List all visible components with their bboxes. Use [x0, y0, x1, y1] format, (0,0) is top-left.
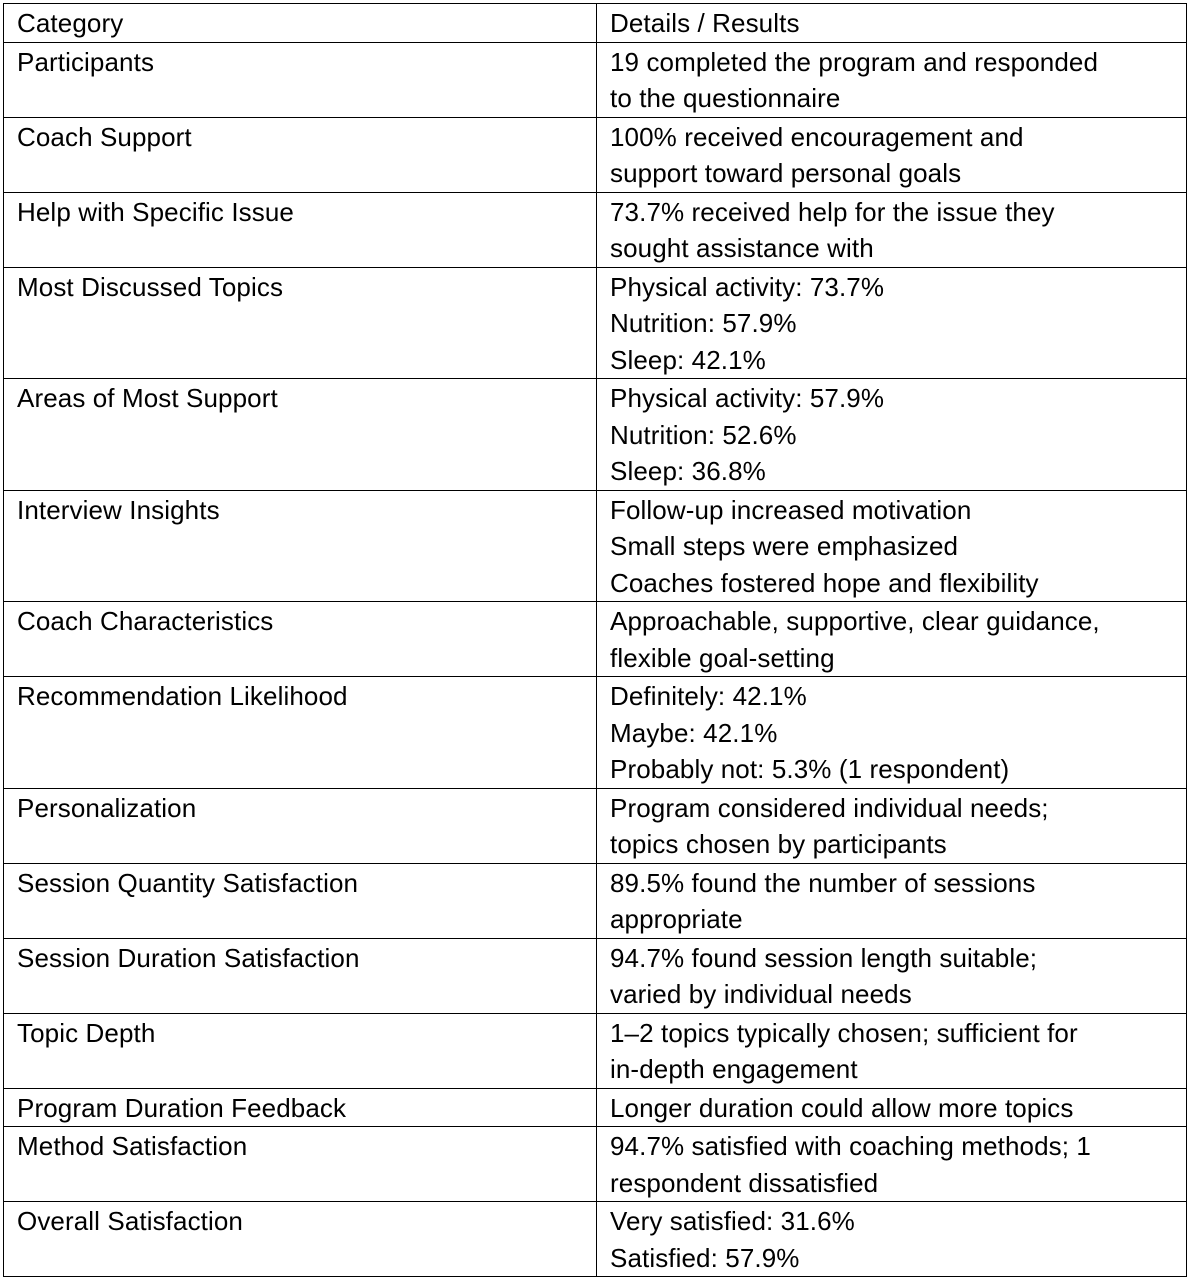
- details-line: support toward personal goals: [610, 158, 962, 188]
- table-row: [4, 267, 1187, 379]
- details-line: Physical activity: 57.9%: [610, 383, 885, 413]
- category-cell: Most Discussed Topics: [4, 267, 597, 379]
- table-row: [4, 1088, 1187, 1127]
- details-line: Definitely: 42.1%: [610, 681, 807, 711]
- category-cell: Session Duration Satisfaction: [4, 938, 597, 1013]
- details-cell: [597, 938, 1187, 1013]
- details-cell: [597, 1202, 1187, 1277]
- details-line: Follow-up increased motivation: [610, 494, 972, 525]
- details-cell: [597, 379, 1187, 491]
- details-line: Program considered individual needs;: [610, 792, 1049, 823]
- details-line: 100% received encouragement and: [610, 121, 1024, 152]
- table-row: [4, 1202, 1187, 1277]
- category-cell: Help with Specific Issue: [4, 192, 597, 267]
- table-header-row: [4, 4, 1187, 43]
- details-line: 89.5% found the number of sessions: [610, 867, 1036, 898]
- details-line: flexible goal-setting: [610, 642, 835, 673]
- details-line: topics chosen by participants: [610, 829, 947, 859]
- details-line: 1–2 topics typically chosen; sufficient for: [610, 1017, 1078, 1048]
- results-table: [3, 3, 1187, 1277]
- details-cell: [597, 42, 1187, 117]
- details-line: Physical activity: 73.7%: [610, 271, 885, 302]
- details-line: 73.7% received help for the issue they: [610, 196, 1055, 227]
- category-cell: Areas of Most Support: [4, 379, 597, 491]
- table-row: [4, 863, 1187, 938]
- details-cell: [597, 1127, 1187, 1202]
- table-row: [4, 788, 1187, 863]
- category-cell: Coach Support: [4, 117, 597, 192]
- category-cell: Overall Satisfaction: [4, 1202, 597, 1277]
- header-category: Category: [4, 4, 597, 43]
- details-line: respondent dissatisfied: [610, 1167, 879, 1198]
- details-cell: [597, 602, 1187, 677]
- table-row: [4, 117, 1187, 192]
- details-line: appropriate: [610, 904, 743, 934]
- details-line: Longer duration could allow more topics: [610, 1092, 1074, 1123]
- category-cell: Session Quantity Satisfaction: [4, 863, 597, 938]
- category-cell: Recommendation Likelihood: [4, 677, 597, 789]
- category-cell: Topic Depth: [4, 1013, 597, 1088]
- details-line: Nutrition: 52.6%: [610, 419, 797, 450]
- details-line: Nutrition: 57.9%: [610, 308, 797, 338]
- details-cell: [597, 788, 1187, 863]
- table-row: [4, 490, 1187, 602]
- details-line: 19 completed the program and responded: [610, 46, 1099, 77]
- details-cell: [597, 863, 1187, 938]
- details-line: Approachable, supportive, clear guidance,: [610, 606, 1100, 636]
- category-cell: Personalization: [4, 788, 597, 863]
- details-cell: [597, 677, 1187, 789]
- details-line: 94.7% found session length suitable;: [610, 942, 1038, 973]
- category-cell: Coach Characteristics: [4, 602, 597, 677]
- details-line: Sleep: 36.8%: [610, 456, 766, 486]
- category-cell: Interview Insights: [4, 490, 597, 602]
- details-cell: [597, 192, 1187, 267]
- details-line: to the questionnaire: [610, 83, 841, 113]
- details-cell: [597, 1088, 1187, 1127]
- results-table-container: [3, 3, 1186, 1277]
- table-row: [4, 938, 1187, 1013]
- category-cell: Method Satisfaction: [4, 1127, 597, 1202]
- table-row: [4, 602, 1187, 677]
- table-row: [4, 42, 1187, 117]
- details-line: Sleep: 42.1%: [610, 344, 766, 375]
- details-line: in-depth engagement: [610, 1054, 858, 1084]
- details-line: Probably not: 5.3% (1 respondent): [610, 754, 1010, 784]
- details-line: Maybe: 42.1%: [610, 717, 778, 748]
- details-line: varied by individual needs: [610, 979, 912, 1009]
- details-cell: [597, 1013, 1187, 1088]
- details-cell: [597, 490, 1187, 602]
- table-row: [4, 1013, 1187, 1088]
- details-line: Small steps were emphasized: [610, 531, 959, 561]
- table-row: [4, 677, 1187, 789]
- header-details: Details / Results: [597, 4, 1187, 43]
- details-cell: [597, 267, 1187, 379]
- details-line: 94.7% satisfied with coaching methods; 1: [610, 1131, 1091, 1161]
- category-cell: Participants: [4, 42, 597, 117]
- table-row: [4, 379, 1187, 491]
- details-line: Very satisfied: 31.6%: [610, 1206, 855, 1236]
- details-line: Coaches fostered hope and flexibility: [610, 567, 1039, 598]
- category-cell: Program Duration Feedback: [4, 1088, 597, 1127]
- details-line: Satisfied: 57.9%: [610, 1242, 800, 1273]
- details-cell: [597, 117, 1187, 192]
- details-line: sought assistance with: [610, 233, 874, 263]
- table-body: [4, 42, 1187, 1277]
- table-row: [4, 192, 1187, 267]
- table-row: [4, 1127, 1187, 1202]
